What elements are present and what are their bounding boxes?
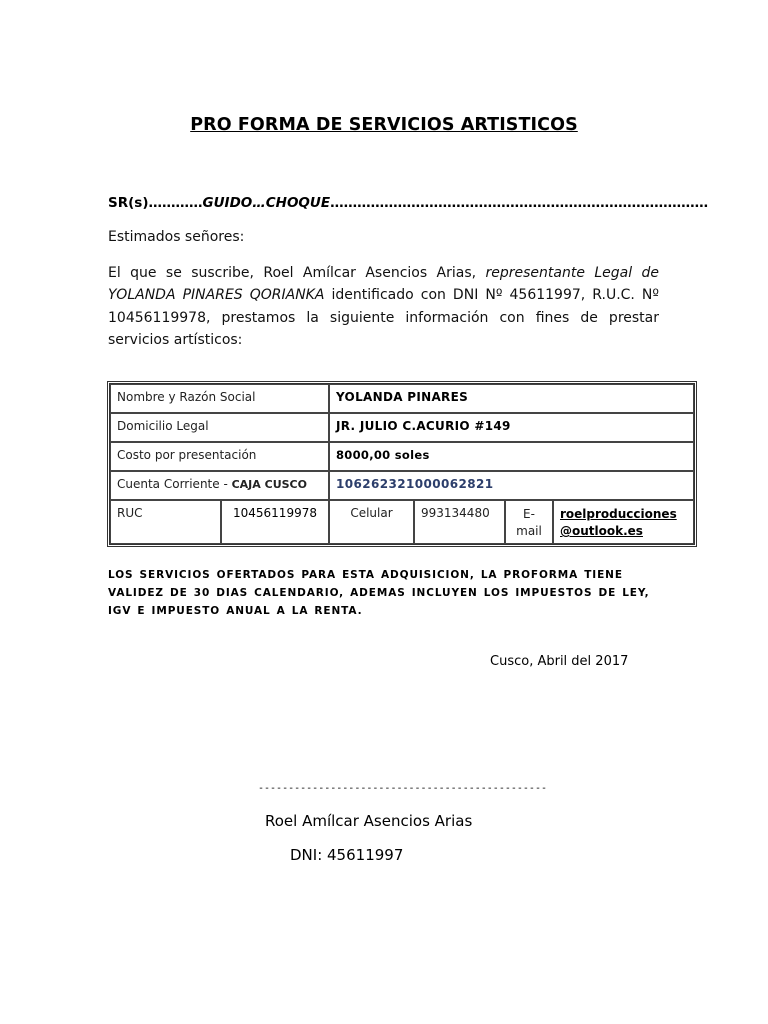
value-name: YOLANDA PINARES <box>329 384 694 413</box>
label-cost: Costo por presentación <box>110 442 329 471</box>
table-row-account <box>110 471 694 500</box>
value-cost: 8000,00 soles <box>329 442 694 471</box>
info-table <box>107 381 697 547</box>
label-name: Nombre y Razón Social <box>110 384 329 413</box>
label-email <box>505 500 553 544</box>
label-address: Domicilio Legal <box>110 413 329 442</box>
label-email-line2: mail <box>516 524 542 538</box>
recipient-line <box>108 195 709 211</box>
document-title: PRO FORMA DE SERVICIOS ARTISTICOS <box>190 115 578 135</box>
label-email-line1: E- <box>523 507 535 521</box>
signature-line: ------------------------------------------------ <box>258 783 547 794</box>
greeting: Estimados señores: <box>108 229 245 245</box>
table-row-address <box>110 413 694 442</box>
recipient-suffix: ………………………………………………………………………… <box>330 195 709 211</box>
recipient-name: GUIDO…CHOQUE <box>202 195 331 211</box>
table-row-cost <box>110 442 694 471</box>
value-ruc: 10456119978 <box>221 500 329 544</box>
table-row-ruc <box>110 500 694 544</box>
signer-name: Roel Amílcar Asencios Arias <box>265 812 473 830</box>
label-account <box>110 471 329 500</box>
label-celular: Celular <box>329 500 414 544</box>
intro-paragraph <box>108 262 659 351</box>
value-address: JR. JULIO C.ACURIO #149 <box>329 413 694 442</box>
value-email <box>553 500 694 544</box>
label-account-text: Cuenta Corriente - <box>117 477 232 491</box>
intro-part2: identificado con DNI Nº 45611997, R.U.C. Nº 10456119978, prestamos la siguiente información con fines de prestar servicios artísticos: <box>108 287 659 348</box>
signer-dni: DNI: 45611997 <box>290 846 404 864</box>
value-celular: 993134480 <box>414 500 505 544</box>
terms-paragraph: LOS SERVICIOS OFERTADOS PARA ESTA ADQUISICION, LA PROFORMA TIENE VALIDEZ DE 30 DIAS CALENDARIO, ADEMAS INCLUYEN LOS IMPUESTOS DE LEY, IGV E IMPUESTO ANUAL A LA RENTA. <box>108 569 650 618</box>
recipient-prefix: SR(s)………… <box>108 195 203 211</box>
date-line: Cusco, Abril del 2017 <box>490 654 629 669</box>
intro-part1: El que se suscribe, Roel Amílcar Asencios Arias, <box>108 265 486 281</box>
value-email-line1: roelproducciones <box>560 507 677 521</box>
value-account: 106262321000062821 <box>329 471 694 500</box>
table-row-name <box>110 384 694 413</box>
value-email-line2: @outlook.es <box>560 524 643 538</box>
label-ruc: RUC <box>110 500 221 544</box>
intro-italic: representante Legal de YOLANDA PINARES QORIANKA <box>108 265 659 304</box>
label-account-bank: CAJA CUSCO <box>231 478 307 491</box>
